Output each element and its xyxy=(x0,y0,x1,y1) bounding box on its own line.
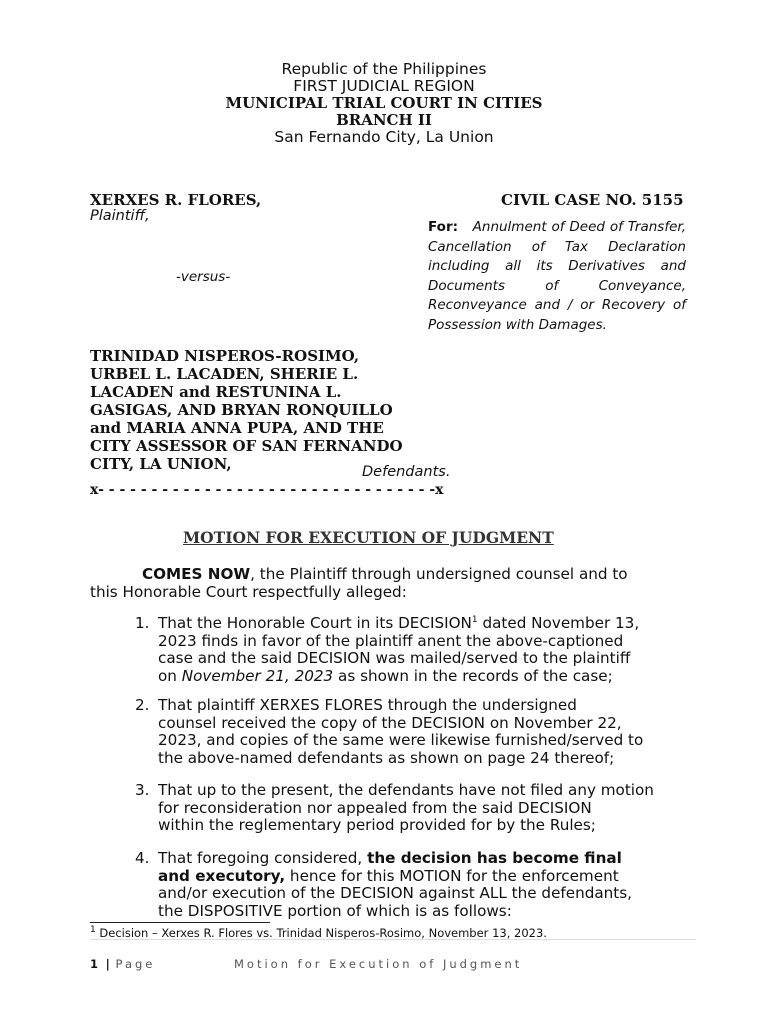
footer-rule xyxy=(90,939,696,940)
page-number: 1 xyxy=(90,957,101,971)
p2-line1: That plaintiff XERXES FLORES through the undersigned xyxy=(158,696,577,714)
plaintiff-name: XERXES R. FLORES, xyxy=(90,191,262,209)
paragraph-number: 1. xyxy=(135,614,150,632)
defendant-line: GASIGAS, AND BRYAN RONQUILLO xyxy=(90,401,393,419)
page-word: Page xyxy=(115,957,156,971)
court-republic: Republic of the Philippines xyxy=(281,60,487,78)
document-title: MOTION FOR EXECUTION OF JUDGMENT xyxy=(183,528,554,547)
defendants-block xyxy=(90,347,440,473)
paragraph-number: 3. xyxy=(135,781,150,799)
paragraph-number: 4. xyxy=(135,849,150,867)
court-location: San Fernando City, La Union xyxy=(274,128,494,146)
p4-line2-bold: and executory, xyxy=(158,866,286,885)
defendant-line: LACADEN and RESTUNINA L. xyxy=(90,383,342,401)
p3-line2: for reconsideration nor appealed from the said DECISION xyxy=(158,798,592,817)
p3-line3: within the reglementary period provided for by the Rules; xyxy=(158,816,596,834)
p4-line1-bold: the decision has become final xyxy=(367,849,622,867)
paragraph-3 xyxy=(158,782,696,835)
p4-line4: the DISPOSITIVE portion of which is as follows: xyxy=(158,901,512,920)
case-subject xyxy=(428,218,686,335)
footnote-text: Decision – Xerxes R. Flores vs. Trinidad Nisperos-Rosimo, November 13, 2023. xyxy=(95,926,547,940)
p1-line1-tail: dated November 13, xyxy=(477,614,640,632)
p2-line2: counsel received the copy of the DECISION on November 22, xyxy=(158,713,622,732)
court-name: MUNICIPAL TRIAL COURT IN CITIES xyxy=(225,94,543,112)
defendant-line: URBEL L. LACADEN, SHERIE L. xyxy=(90,365,359,383)
p1-line4-prefix: on xyxy=(158,666,182,685)
footnote-rule xyxy=(90,922,270,923)
paragraph-1 xyxy=(158,615,696,685)
defendant-line: and MARIA ANNA PUPA, AND THE xyxy=(90,419,384,437)
footnote xyxy=(90,926,547,940)
defendants-role: Defendants. xyxy=(362,464,451,480)
court-branch: BRANCH II xyxy=(336,111,432,129)
footer-title: Motion for Execution of Judgment xyxy=(234,957,523,971)
p2-line3: 2023, and copies of the same were likewise furnished/served to xyxy=(158,731,644,749)
defendant-line: CITY, LA UNION, xyxy=(90,455,232,473)
p4-line1-pre: That foregoing considered, xyxy=(158,849,368,867)
paragraph-2 xyxy=(158,697,696,767)
defendant-line: CITY ASSESSOR OF SAN FERNANDO xyxy=(90,437,403,455)
footnote-ref: 1 xyxy=(471,614,478,625)
intro-paragraph xyxy=(90,566,696,601)
p1-line3: case and the said DECISION was mailed/served to the plaintiff xyxy=(158,649,631,667)
defendant-line: TRINIDAD NISPEROS-ROSIMO, xyxy=(90,347,360,365)
court-region: FIRST JUDICIAL REGION xyxy=(293,77,475,95)
p1-line4-tail: as shown in the records of the case; xyxy=(333,666,613,685)
intro-bold: COMES NOW xyxy=(142,565,251,583)
case-number: CIVIL CASE NO. 5155 xyxy=(501,191,684,209)
p4-line2-rest: hence for this MOTION for the enforcement xyxy=(285,866,619,885)
footnote-mark: 1 xyxy=(90,925,96,936)
p4-line3: and/or execution of the DECISION against ALL the defendants, xyxy=(158,884,633,902)
versus: -versus- xyxy=(176,269,231,285)
p3-line1: That up to the present, the defendants have not filed any motion xyxy=(158,781,654,799)
page-footer: 1 | Page xyxy=(90,957,156,971)
caption-separator: x- - - - - - - - - - - - - - - - - - - - - - - - - - - - - - - -x xyxy=(90,482,444,498)
intro-rest: , the Plaintiff through undersigned counsel and to xyxy=(250,565,628,583)
intro-line2: this Honorable Court respectfully alleged: xyxy=(90,582,407,601)
plaintiff-role: Plaintiff, xyxy=(90,208,150,224)
paragraph-number: 2. xyxy=(135,696,150,714)
p2-line4: the above-named defendants as shown on page 24 thereof; xyxy=(158,748,615,767)
p1-date: November 21, 2023 xyxy=(181,666,334,685)
p1-line1: That the Honorable Court in its DECISION xyxy=(158,614,472,632)
for-label: For: xyxy=(428,219,459,235)
p1-line2: 2023 finds in favor of the plaintiff anent the above-captioned xyxy=(158,631,624,650)
paragraph-4 xyxy=(158,850,696,920)
for-text: Annulment of Deed of Transfer, Cancellation of Tax Declaration including all its Derivatives and Documents of Conveyance, Reconveyance and / or Recovery of Possession with Damages. xyxy=(428,219,687,333)
